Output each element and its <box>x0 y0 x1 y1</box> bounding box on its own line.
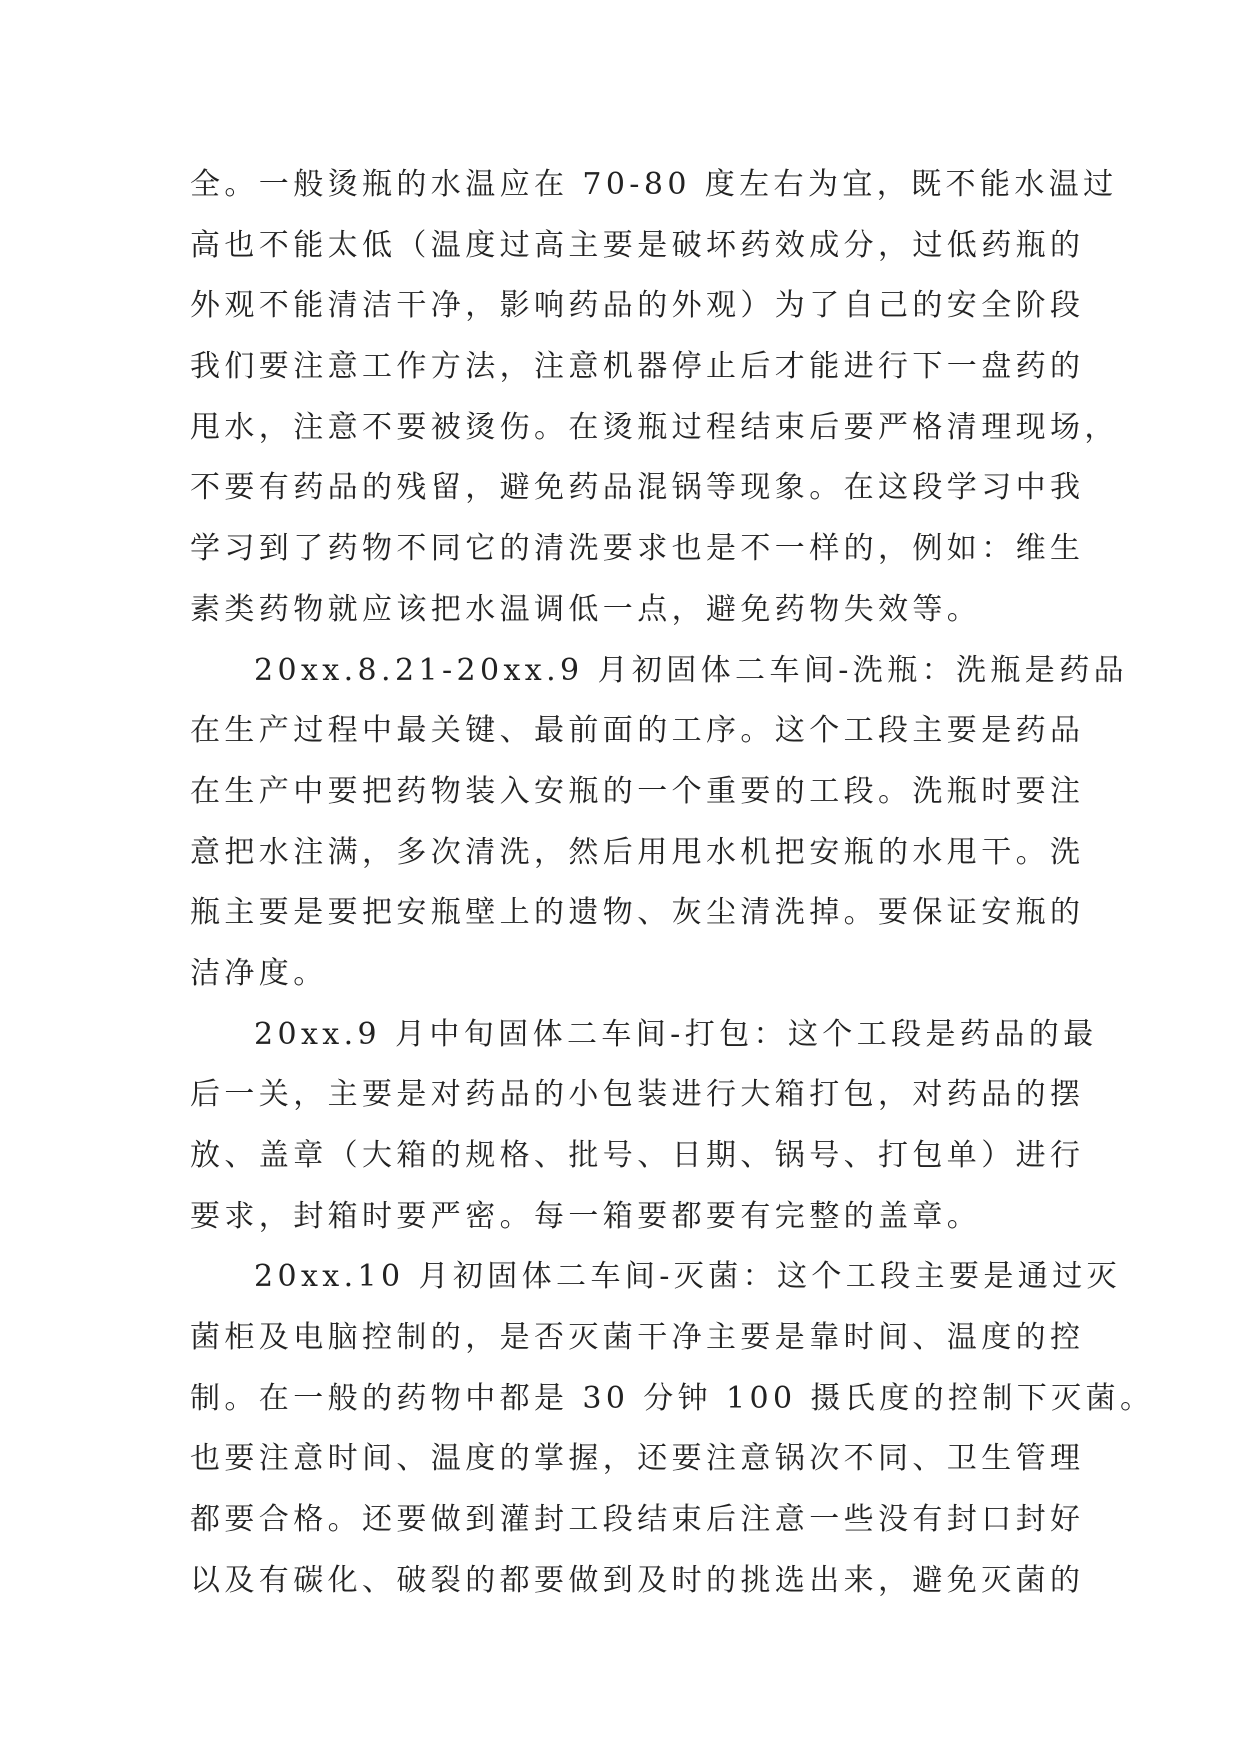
text-line: 素类药物就应该把水温调低一点，避免药物失效等。 <box>190 591 982 627</box>
text-line: 洁净度。 <box>190 955 328 991</box>
text-line: 瓶主要是要把安瓶壁上的遗物、灰尘清洗掉。要保证安瓶的 <box>190 895 1085 931</box>
text-line: 菌柜及电脑控制的，是否灭菌干净主要是靠时间、温度的控 <box>190 1320 1085 1356</box>
text-line: 高也不能太低（温度过高主要是破坏药效成分，过低药瓶的 <box>190 227 1085 263</box>
paragraph-start-line: 20xx.9 月中旬固体二车间-打包：这个工段是药品的最 <box>254 1016 1098 1052</box>
text-line: 意把水注满，多次清洗，然后用甩水机把安瓶的水甩干。洗 <box>190 834 1085 870</box>
paragraph-start-line: 20xx.10 月初固体二车间-灭菌：这个工段主要是通过灭 <box>254 1259 1121 1295</box>
text-line: 以及有碳化、破裂的都要做到及时的挑选出来，避免灭菌的 <box>190 1562 1085 1598</box>
text-line: 不要有药品的残留，避免药品混锅等现象。在这段学习中我 <box>190 470 1085 506</box>
text-line: 后一关，主要是对药品的小包装进行大箱打包，对药品的摆 <box>190 1077 1085 1113</box>
text-line: 都要合格。还要做到灌封工段结束后注意一些没有封口封好 <box>190 1502 1085 1538</box>
text-line: 放、盖章（大箱的规格、批号、日期、锅号、打包单）进行 <box>190 1138 1085 1173</box>
text-line: 外观不能清洁干净，影响药品的外观）为了自己的安全阶段 <box>190 288 1085 324</box>
text-line: 要求，封箱时要严密。每一箱要都要有完整的盖章。 <box>190 1198 982 1234</box>
text-line: 在生产过程中最关键、最前面的工序。这个工段主要是药品 <box>190 713 1085 749</box>
text-line: 在生产中要把药物装入安瓶的一个重要的工段。洗瓶时要注 <box>190 773 1085 809</box>
text-line: 全。一般烫瓶的水温应在 70-80 度左右为宜，既不能水温过 <box>190 167 1118 202</box>
document-body <box>190 155 1155 1612</box>
paragraph-start-line: 20xx.8.21-20xx.9 月初固体二车间-洗瓶：洗瓶是药品 <box>254 652 1128 688</box>
text-line: 我们要注意工作方法，注意机器停止后才能进行下一盘药的 <box>190 349 1085 385</box>
text-line: 也要注意时间、温度的掌握，还要注意锅次不同、卫生管理 <box>190 1441 1085 1477</box>
text-line: 制。在一般的药物中都是 30 分钟 100 摄氏度的控制下灭菌。 <box>190 1380 1155 1416</box>
text-line: 甩水，注意不要被烫伤。在烫瓶过程结束后要严格清理现场， <box>190 409 1119 445</box>
text-line: 学习到了药物不同它的清洗要求也是不一样的，例如：维生 <box>190 531 1085 567</box>
